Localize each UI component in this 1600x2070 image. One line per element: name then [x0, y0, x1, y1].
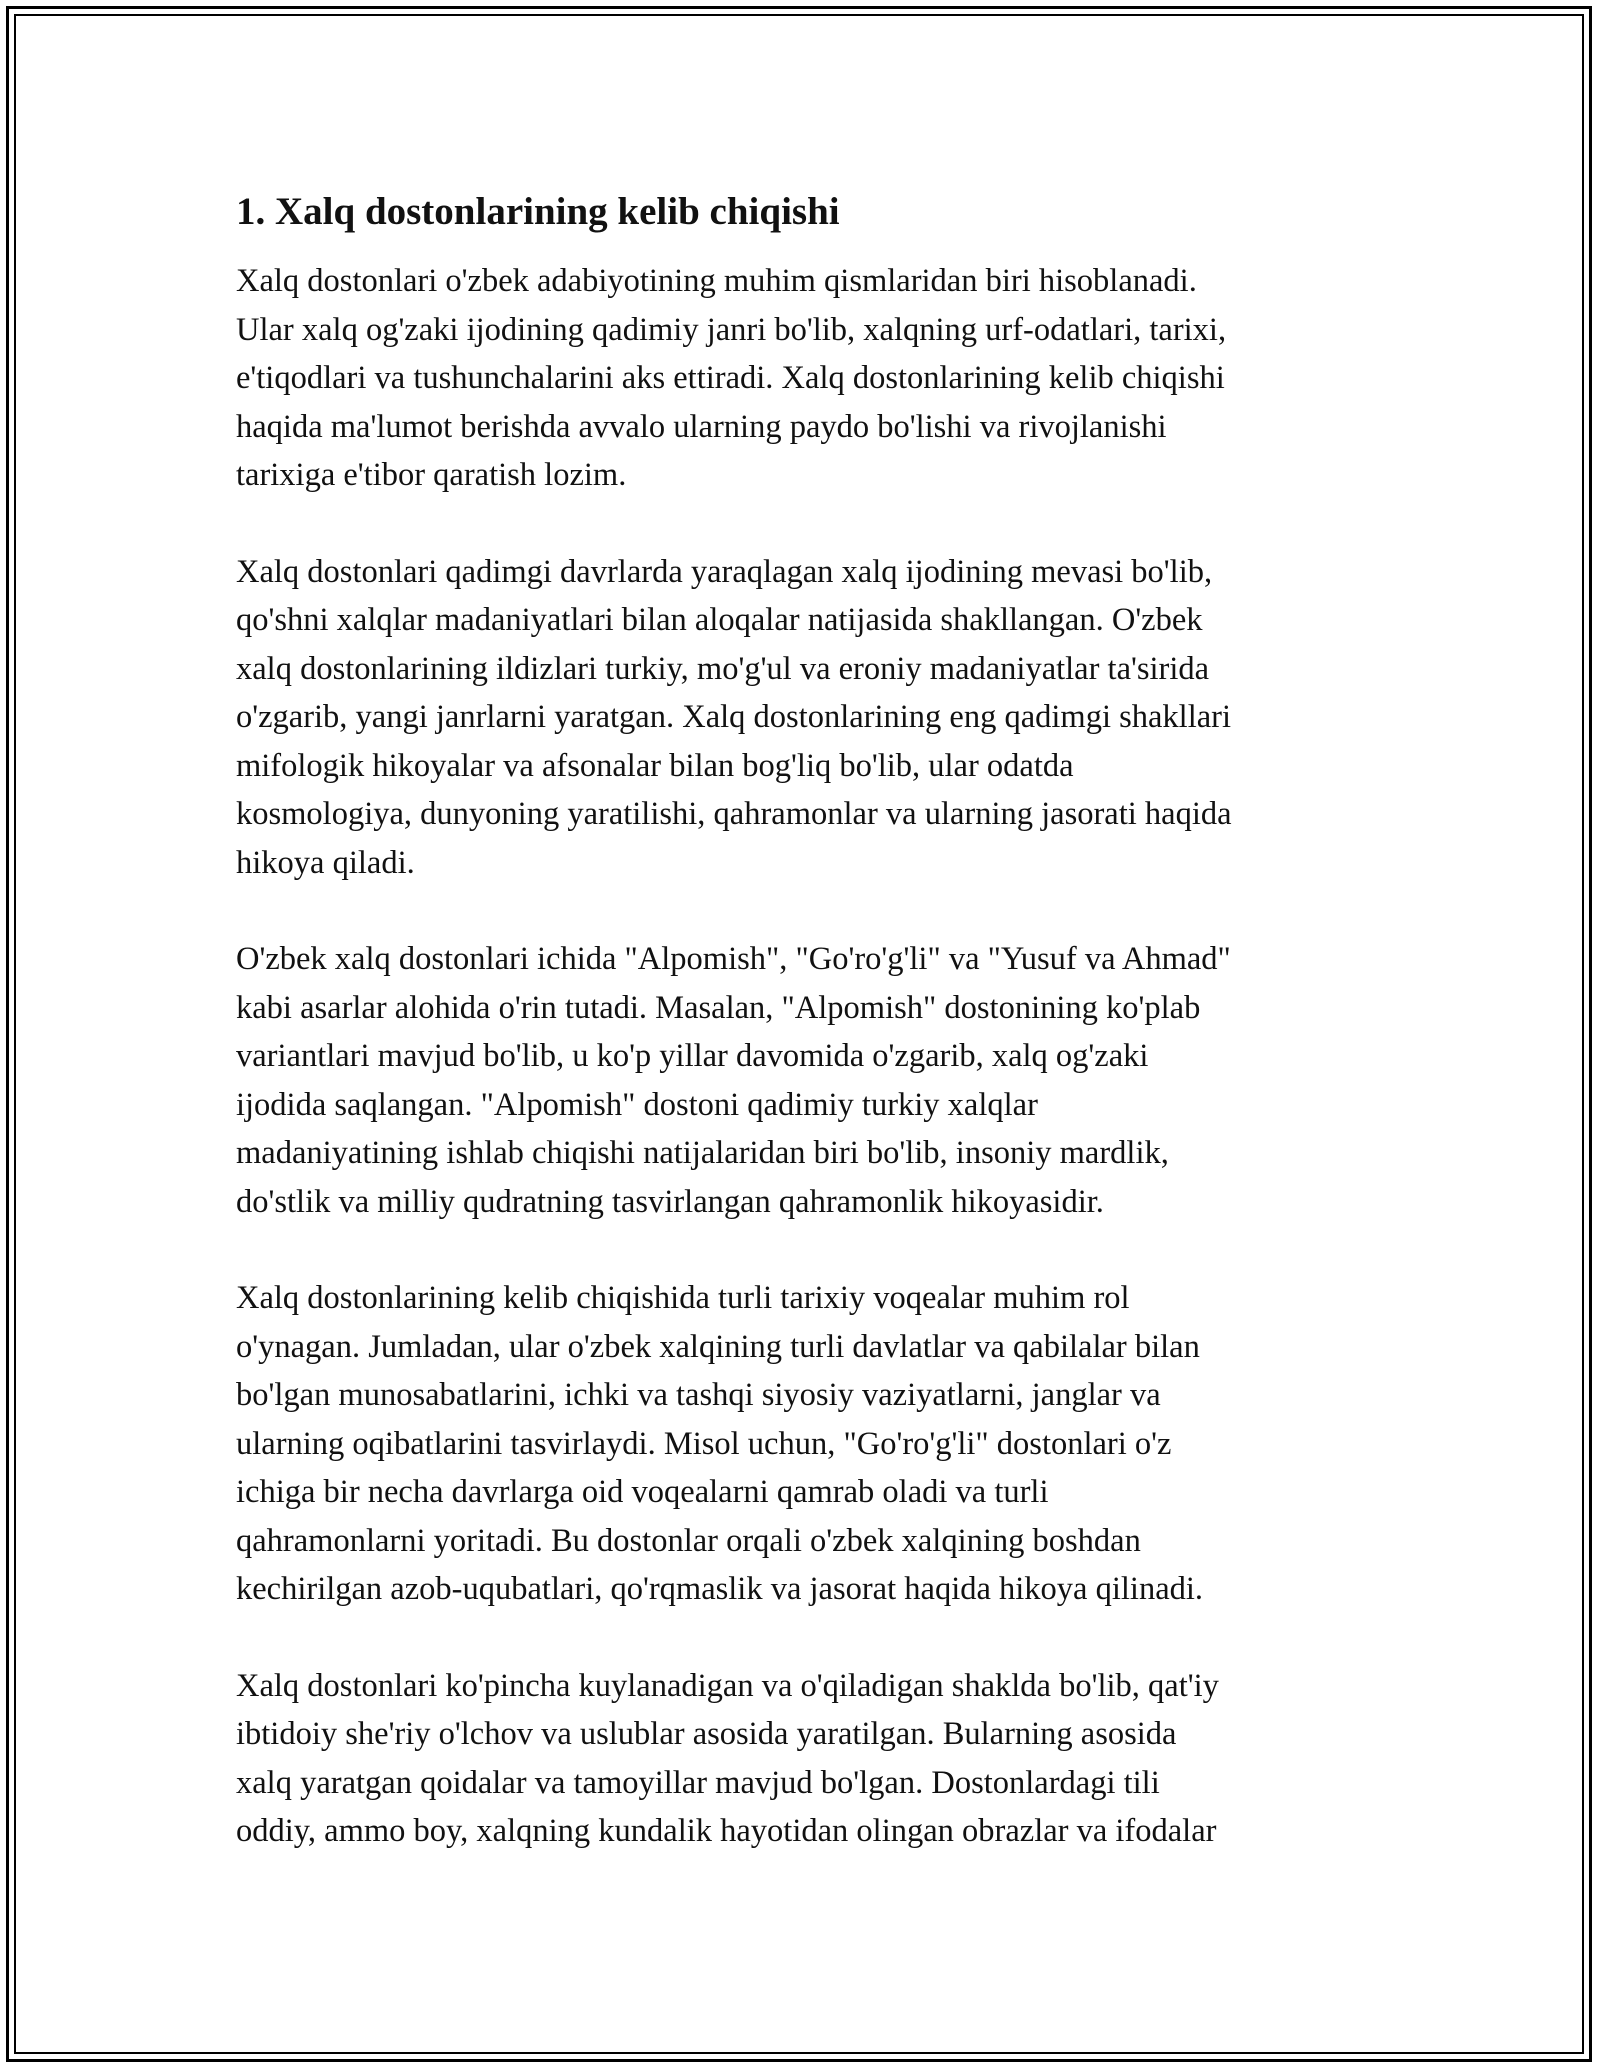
text-line: hikoya qiladi.: [236, 844, 415, 881]
text-line: kechirilgan azob-uqubatlari, qo'rqmaslik va jasorat haqida hikoya qilinadi.: [236, 1571, 1204, 1607]
paragraph: [236, 1662, 1366, 1856]
text-line: ijodida saqlangan. "Alpomish" dostoni qadimiy turkiy xalqlar: [236, 1086, 1038, 1123]
paragraph-list: [236, 257, 1366, 1856]
text-line: kabi asarlar alohida o'rin tutadi. Masalan, "Alpomish" dostonining ko'plab: [236, 989, 1201, 1026]
paragraph: [236, 935, 1366, 1226]
text-line: haqida ma'lumot berishda avvalo ularning paydo bo'lishi va rivojlanishi: [236, 408, 1167, 445]
section-heading: 1. Xalq dostonlarining kelib chiqishi: [236, 190, 840, 233]
text-line: kosmologiya, dunyoning yaratilishi, qahramonlar va ularning jasorati haqida: [236, 796, 1232, 832]
text-line: o'ynagan. Jumladan, ular o'zbek xalqining turli davlatlar va qabilalar bilan: [236, 1328, 1200, 1365]
text-line: Xalq dostonlari qadimgi davrlarda yaraqlagan xalq ijodining mevasi bo'lib,: [236, 553, 1213, 590]
text-line: o'zgarib, yangi janrlarni yaratgan. Xalq dostonlarining eng qadimgi shakllari: [236, 699, 1232, 735]
text-line: Xalq dostonlari ko'pincha kuylanadigan va o'qiladigan shaklda bo'lib, qat'iy: [236, 1667, 1219, 1704]
paragraph: [236, 257, 1366, 500]
text-line: xalq yaratgan qoidalar va tamoyillar mavjud bo'lgan. Dostonlardagi tili: [236, 1764, 1160, 1801]
paragraph: [236, 1274, 1366, 1614]
text-line: mifologik hikoyalar va afsonalar bilan bog'liq bo'lib, ular odatda: [236, 747, 1074, 784]
text-line: ularning oqibatlarini tasvirlaydi. Misol uchun, "Go'ro'g'li" dostonlari o'z: [236, 1425, 1172, 1462]
text-line: madaniyatining ishlab chiqishi natijalaridan biri bo'lib, insoniy mardlik,: [236, 1135, 1169, 1171]
text-line: Ular xalq og'zaki ijodining qadimiy janri bo'lib, xalqning urf-odatlari, tarixi,: [236, 311, 1227, 348]
text-line: variantlari mavjud bo'lib, u ko'p yillar davomida o'zgarib, xalq og'zaki: [236, 1038, 1149, 1074]
text-line: do'stlik va milliy qudratning tasvirlangan qahramonlik hikoyasidir.: [236, 1183, 1104, 1220]
document-body: [236, 188, 1366, 1904]
text-line: e'tiqodlari va tushunchalarini aks ettiradi. Xalq dostonlarining kelib chiqishi: [236, 360, 1225, 396]
text-line: oddiy, ammo boy, xalqning kundalik hayotidan olingan obrazlar va ifodalar: [236, 1813, 1217, 1849]
text-line: ichiga bir necha davrlarga oid voqealarni qamrab oladi va turli: [236, 1474, 1049, 1510]
text-line: qo'shni xalqlar madaniyatlari bilan aloqalar natijasida shakllangan. O'zbek: [236, 602, 1203, 638]
text-line: bo'lgan munosabatlarini, ichki va tashqi siyosiy vaziyatlarni, janglar va: [236, 1377, 1161, 1413]
text-line: Xalq dostonlarining kelib chiqishida turli tarixiy voqealar muhim rol: [236, 1280, 1130, 1316]
text-line: ibtidoiy she'riy o'lchov va uslublar asosida yaratilgan. Bularning asosida: [236, 1716, 1177, 1752]
text-line: tarixiga e'tibor qaratish lozim.: [236, 457, 627, 493]
text-line: xalq dostonlarining ildizlari turkiy, mo'g'ul va eroniy madaniyatlar ta'sirida: [236, 650, 1210, 687]
text-line: O'zbek xalq dostonlari ichida "Alpomish", "Go'ro'g'li" va "Yusuf va Ahmad": [236, 941, 1231, 977]
text-line: qahramonlarni yoritadi. Bu dostonlar orqali o'zbek xalqining boshdan: [236, 1522, 1141, 1559]
text-line: Xalq dostonlari o'zbek adabiyotining muhim qismlaridan biri hisoblanadi.: [236, 263, 1197, 299]
paragraph: [236, 548, 1366, 888]
